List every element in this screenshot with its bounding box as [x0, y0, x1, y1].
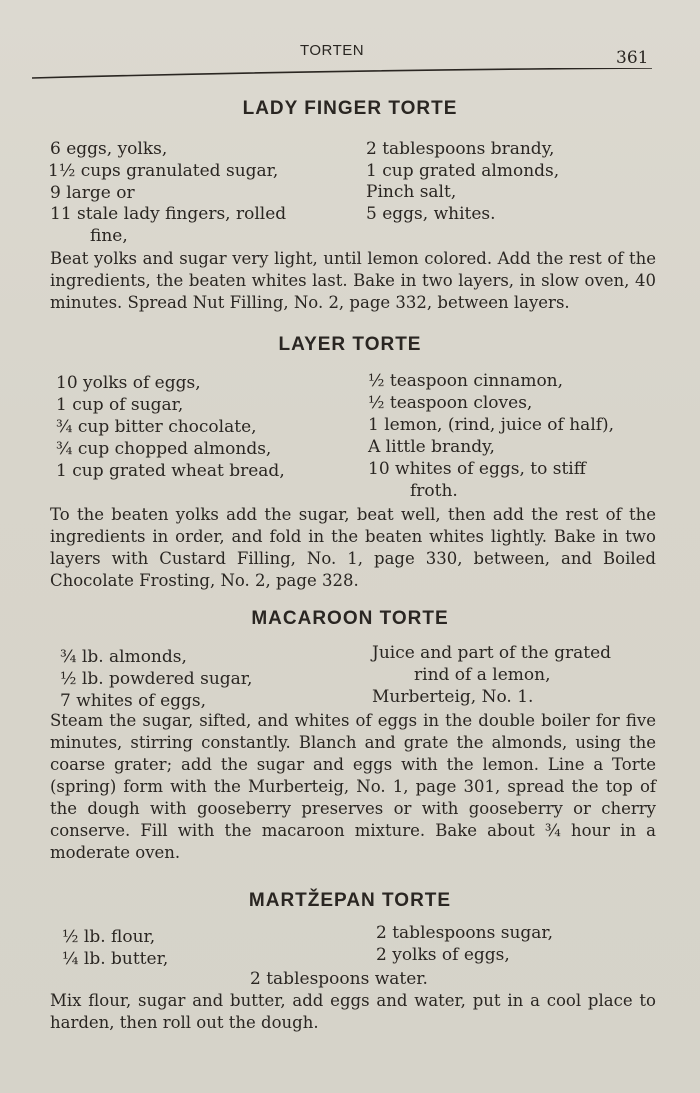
ingredient: ¾ lb. almonds,	[60, 647, 187, 667]
ingredient: ½ teaspoon cinnamon,	[368, 371, 564, 391]
recipe-directions: Mix flour, sugar and butter, add eggs and water, put in a cool place to harden, then roll out the dough.	[50, 991, 656, 1032]
ingredient: 6 eggs, yolks,	[50, 139, 168, 159]
recipe-directions: Steam the sugar, sifted, and whites of eggs in the double boiler for five minutes, stirring constantly. Blanch and grate the almonds, using the coarse grater; add the sugar and eggs with the lemon. Line a Torte (spring) form with the Murberteig, No. 1, page 301, spread the top of the dough with gooseberry preserves or with gooseberry or cherry conserve. Fill with the macaroon mixture. Bake about ¾ hour in a moderate oven.	[50, 711, 656, 862]
page-number: 361	[616, 48, 649, 68]
running-head	[0, 42, 700, 82]
ingredient: ¼ lb. butter,	[62, 949, 169, 969]
ingredient: Murberteig, No. 1.	[372, 687, 534, 707]
ingredient: ½ teaspoon cloves,	[368, 393, 533, 413]
ingredient: A little brandy,	[368, 437, 495, 457]
ingredient: Juice and part of the grated	[372, 643, 612, 663]
ingredient: ¾ cup chopped almonds,	[56, 439, 272, 459]
ingredient: ¾ cup bitter chocolate,	[56, 417, 257, 437]
ingredient: 7 whites of eggs,	[60, 691, 207, 711]
ingredient: 1½ cups granulated sugar,	[48, 161, 279, 181]
recipe-title: LAYER TORTE	[278, 334, 422, 355]
running-title: TORTEN	[300, 42, 365, 59]
ingredient: froth.	[410, 481, 458, 501]
ingredient: 2 yolks of eggs,	[376, 945, 510, 965]
ingredient: 1 cup of sugar,	[56, 395, 184, 415]
ingredient: 2 tablespoons brandy,	[366, 139, 555, 159]
ingredient: 11 stale lady fingers, rolled	[50, 204, 287, 224]
ingredient: 2 tablespoons sugar,	[376, 923, 554, 943]
ingredient: ½ lb. powdered sugar,	[60, 669, 253, 689]
ingredient: ½ lb. flour,	[62, 927, 156, 947]
recipe-title: MACAROON TORTE	[251, 608, 449, 629]
ingredient: 1 cup grated wheat bread,	[56, 461, 285, 481]
ingredient: Pinch salt,	[366, 182, 457, 202]
ingredient: 1 cup grated almonds,	[366, 161, 560, 181]
header-rule	[32, 68, 652, 80]
ingredient: 2 tablespoons water.	[250, 969, 428, 989]
ingredient: 10 whites of eggs, to stiff	[368, 459, 586, 479]
ingredient: rind of a lemon,	[414, 665, 551, 685]
ingredient: 1 lemon, (rind, juice of half),	[368, 415, 615, 435]
recipe-directions: To the beaten yolks add the sugar, beat well, then add the rest of the ingredients in order, and fold in the beaten whites lightly. Bake in two layers with Custard Filling, No. 1, page 330, between, and Boiled Chocolate Frosting, No. 2, page 328.	[50, 505, 656, 590]
ingredient: 10 yolks of eggs,	[56, 373, 201, 393]
ingredient: fine,	[90, 226, 128, 246]
recipe-title: LADY FINGER TORTE	[242, 98, 458, 119]
ingredient: 5 eggs, whites.	[366, 204, 496, 224]
recipe-title: MARTŽEPAN TORTE	[248, 890, 452, 911]
recipe-directions: Beat yolks and sugar very light, until lemon colored. Add the rest of the ingredients, the beaten whites last. Bake in two layers, in slow oven, 40 minutes. Spread Nut Filling, No. 2, page 332, between layers.	[50, 249, 656, 312]
ingredient: 9 large or	[50, 183, 135, 203]
